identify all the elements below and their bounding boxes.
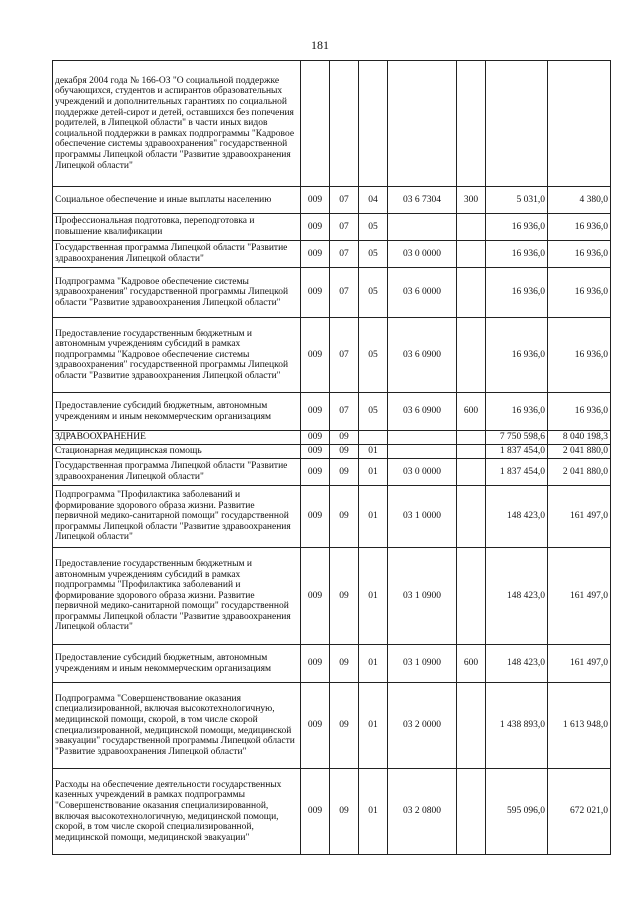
subsection-code-cell: 01 xyxy=(359,683,388,769)
target-article-cell: 03 2 0800 xyxy=(388,769,457,855)
page-number: 181 xyxy=(311,38,329,52)
table-row xyxy=(53,431,611,445)
amount-first-year-cell: 16 936,0 xyxy=(486,241,548,268)
row-name-cell: Профессиональная подготовка, переподготовка и повышение квалификации xyxy=(53,214,301,241)
expense-type-cell xyxy=(457,318,486,393)
expense-type-cell xyxy=(457,241,486,268)
table-row xyxy=(53,445,611,459)
table-row xyxy=(53,268,611,318)
ministry-code-cell: 009 xyxy=(301,548,330,645)
table-row xyxy=(53,61,611,187)
target-article-cell: 03 6 0900 xyxy=(388,318,457,393)
section-code-cell: 07 xyxy=(330,318,359,393)
table-row xyxy=(53,683,611,769)
target-article-cell: 03 6 7304 xyxy=(388,187,457,214)
ministry-code-cell: 009 xyxy=(301,241,330,268)
amount-first-year-cell: 1 837 454,0 xyxy=(486,445,548,459)
subsection-code-cell: 01 xyxy=(359,459,388,486)
table-row xyxy=(53,769,611,855)
row-name-cell: Подпрограмма "Кадровое обеспечение системы здравоохранения" государственной программы Липецкой области "Развитие здравоохранения Липецкой области" xyxy=(53,268,301,318)
ministry-code-cell: 009 xyxy=(301,214,330,241)
target-article-cell xyxy=(388,214,457,241)
section-code-cell: 09 xyxy=(330,431,359,445)
target-article-cell: 03 0 0000 xyxy=(388,241,457,268)
subsection-code-cell: 01 xyxy=(359,445,388,459)
expense-type-cell xyxy=(457,214,486,241)
ministry-code-cell: 009 xyxy=(301,393,330,431)
target-article-cell: 03 1 0900 xyxy=(388,645,457,683)
expense-type-cell xyxy=(457,268,486,318)
budget-table-body xyxy=(53,61,611,855)
section-code-cell: 09 xyxy=(330,645,359,683)
section-code-cell: 09 xyxy=(330,459,359,486)
target-article-cell: 03 6 0000 xyxy=(388,268,457,318)
ministry-code-cell: 009 xyxy=(301,431,330,445)
amount-first-year-cell: 1 438 893,0 xyxy=(486,683,548,769)
amount-second-year-cell: 1 613 948,0 xyxy=(548,683,611,769)
amount-second-year-cell: 672 021,0 xyxy=(548,769,611,855)
section-code-cell: 07 xyxy=(330,187,359,214)
amount-first-year-cell: 16 936,0 xyxy=(486,214,548,241)
ministry-code-cell: 009 xyxy=(301,486,330,548)
row-name-cell: Предоставление субсидий бюджетным, автономным учреждениям и иным некоммерческим организациям xyxy=(53,645,301,683)
subsection-code-cell: 01 xyxy=(359,548,388,645)
amount-first-year-cell: 5 031,0 xyxy=(486,187,548,214)
ministry-code-cell: 009 xyxy=(301,445,330,459)
target-article-cell: 03 1 0900 xyxy=(388,548,457,645)
amount-second-year-cell: 2 041 880,0 xyxy=(548,445,611,459)
section-code-cell: 07 xyxy=(330,214,359,241)
row-name-cell: Подпрограмма "Совершенствование оказания специализированной, включая высокотехнологичную, медицинской помощи, скорой, в том числе скорой специализированной, медицинской помощи, медицинской эвакуации" государственной программы Липецкой области "Развитие здравоохранения Липецкой области" xyxy=(53,683,301,769)
ministry-code-cell: 009 xyxy=(301,459,330,486)
expense-type-cell xyxy=(457,431,486,445)
subsection-code-cell: 01 xyxy=(359,645,388,683)
row-name-cell: Государственная программа Липецкой области "Развитие здравоохранения Липецкой области" xyxy=(53,459,301,486)
row-name-cell: Подпрограмма "Профилактика заболеваний и формирование здорового образа жизни. Развитие первичной медико-санитарной помощи" государственной программы Липецкой области "Развитие здравоохранения Липецкой области" xyxy=(53,486,301,548)
ministry-code-cell: 009 xyxy=(301,769,330,855)
section-code-cell: 09 xyxy=(330,486,359,548)
table-row xyxy=(53,548,611,645)
target-article-cell: 03 1 0000 xyxy=(388,486,457,548)
amount-second-year-cell: 161 497,0 xyxy=(548,548,611,645)
expense-type-cell xyxy=(457,61,486,187)
amount-second-year-cell: 2 041 880,0 xyxy=(548,459,611,486)
amount-second-year-cell: 161 497,0 xyxy=(548,486,611,548)
amount-first-year-cell: 16 936,0 xyxy=(486,268,548,318)
target-article-cell xyxy=(388,445,457,459)
subsection-code-cell: 05 xyxy=(359,318,388,393)
row-name-cell: ЗДРАВООХРАНЕНИЕ xyxy=(53,431,301,445)
table-row xyxy=(53,459,611,486)
ministry-code-cell: 009 xyxy=(301,187,330,214)
target-article-cell xyxy=(388,431,457,445)
target-article-cell: 03 6 0900 xyxy=(388,393,457,431)
subsection-code-cell: 05 xyxy=(359,393,388,431)
subsection-code-cell: 05 xyxy=(359,268,388,318)
subsection-code-cell: 05 xyxy=(359,214,388,241)
expense-type-cell xyxy=(457,459,486,486)
expense-type-cell xyxy=(457,445,486,459)
amount-first-year-cell: 595 096,0 xyxy=(486,769,548,855)
amount-first-year-cell: 16 936,0 xyxy=(486,393,548,431)
section-code-cell: 09 xyxy=(330,769,359,855)
expense-type-cell xyxy=(457,769,486,855)
amount-first-year-cell: 148 423,0 xyxy=(486,486,548,548)
expense-type-cell: 600 xyxy=(457,645,486,683)
row-name-cell: Социальное обеспечение и иные выплаты населению xyxy=(53,187,301,214)
section-code-cell: 07 xyxy=(330,268,359,318)
ministry-code-cell xyxy=(301,61,330,187)
expense-type-cell: 600 xyxy=(457,393,486,431)
budget-table xyxy=(52,60,611,855)
table-row xyxy=(53,318,611,393)
amount-first-year-cell: 7 750 598,6 xyxy=(486,431,548,445)
subsection-code-cell xyxy=(359,431,388,445)
amount-second-year-cell: 4 380,0 xyxy=(548,187,611,214)
amount-first-year-cell: 16 936,0 xyxy=(486,318,548,393)
table-row xyxy=(53,187,611,214)
amount-second-year-cell: 16 936,0 xyxy=(548,241,611,268)
subsection-code-cell: 04 xyxy=(359,187,388,214)
amount-second-year-cell: 16 936,0 xyxy=(548,393,611,431)
amount-first-year-cell: 148 423,0 xyxy=(486,548,548,645)
expense-type-cell xyxy=(457,548,486,645)
table-row xyxy=(53,241,611,268)
amount-second-year-cell: 161 497,0 xyxy=(548,645,611,683)
target-article-cell xyxy=(388,61,457,187)
section-code-cell xyxy=(330,61,359,187)
amount-second-year-cell xyxy=(548,61,611,187)
expense-type-cell: 300 xyxy=(457,187,486,214)
row-name-cell: Государственная программа Липецкой области "Развитие здравоохранения Липецкой области" xyxy=(53,241,301,268)
table-row xyxy=(53,645,611,683)
ministry-code-cell: 009 xyxy=(301,645,330,683)
section-code-cell: 09 xyxy=(330,548,359,645)
ministry-code-cell: 009 xyxy=(301,268,330,318)
row-name-cell: Расходы на обеспечение деятельности государственных казенных учреждений в рамках подпрограммы "Совершенствование оказания специализированной, включая высокотехнологичную, медицинской помощи, скорой, в том числе скорой специализированной, медицинской помощи, медицинской эвакуации" xyxy=(53,769,301,855)
amount-second-year-cell: 16 936,0 xyxy=(548,268,611,318)
expense-type-cell xyxy=(457,683,486,769)
section-code-cell: 07 xyxy=(330,241,359,268)
amount-first-year-cell: 148 423,0 xyxy=(486,645,548,683)
ministry-code-cell: 009 xyxy=(301,683,330,769)
target-article-cell: 03 2 0000 xyxy=(388,683,457,769)
subsection-code-cell xyxy=(359,61,388,187)
section-code-cell: 09 xyxy=(330,445,359,459)
table-row xyxy=(53,214,611,241)
amount-first-year-cell: 1 837 454,0 xyxy=(486,459,548,486)
subsection-code-cell: 01 xyxy=(359,486,388,548)
expense-type-cell xyxy=(457,486,486,548)
row-name-cell: Предоставление государственным бюджетным и автономным учреждениям субсидий в рамках подпрограммы "Профилактика заболеваний и формирование здорового образа жизни. Развитие первичной медико-санитарной помощи" государственной программы Липецкой области "Развитие здравоохранения Липецкой области" xyxy=(53,548,301,645)
table-row xyxy=(53,486,611,548)
row-name-cell: Стационарная медицинская помощь xyxy=(53,445,301,459)
subsection-code-cell: 05 xyxy=(359,241,388,268)
row-name-cell: Предоставление субсидий бюджетным, автономным учреждениям и иным некоммерческим организациям xyxy=(53,393,301,431)
amount-second-year-cell: 16 936,0 xyxy=(548,318,611,393)
subsection-code-cell: 01 xyxy=(359,769,388,855)
target-article-cell: 03 0 0000 xyxy=(388,459,457,486)
amount-second-year-cell: 16 936,0 xyxy=(548,214,611,241)
amount-second-year-cell: 8 040 198,3 xyxy=(548,431,611,445)
table-row xyxy=(53,393,611,431)
section-code-cell: 09 xyxy=(330,683,359,769)
amount-first-year-cell xyxy=(486,61,548,187)
row-name-cell: декабря 2004 года № 166-ОЗ "О социальной поддержке обучающихся, студентов и аспирантов образовательных учреждений и дополнительных гарантиях по социальной поддержке детей-сирот и детей, оставшихся без попечения родителей, в Липецкой области" в части иных видов социальной поддержки в рамках подпрограммы "Кадровое обеспечение системы здравоохранения" государственной программы Липецкой области "Развитие здравоохранения Липецкой области" xyxy=(53,61,301,187)
ministry-code-cell: 009 xyxy=(301,318,330,393)
section-code-cell: 07 xyxy=(330,393,359,431)
row-name-cell: Предоставление государственным бюджетным и автономным учреждениям субсидий в рамках подпрограммы "Кадровое обеспечение системы здравоохранения" государственной программы Липецкой области "Развитие здравоохранения Липецкой области" xyxy=(53,318,301,393)
